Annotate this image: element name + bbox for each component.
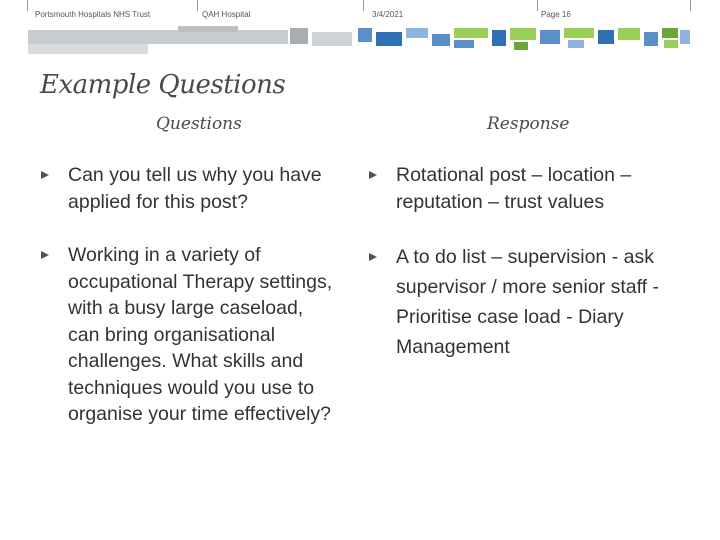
header-page-number: Page 16: [541, 10, 571, 19]
decorative-band: [28, 26, 690, 56]
header-divider: [690, 0, 691, 11]
questions-list: [40, 162, 340, 455]
bullet-marker-icon: [369, 171, 377, 179]
responses-list: [368, 162, 686, 389]
header-hospital-name: QAH Hospital: [202, 10, 251, 19]
response-heading: Response: [487, 114, 570, 134]
question-text: Can you tell us why you have applied for this post?: [68, 164, 322, 213]
bullet-marker-icon: [41, 251, 49, 259]
header-divider: [27, 0, 28, 11]
slide-title: Example Questions: [40, 70, 286, 100]
questions-heading: Questions: [156, 114, 242, 134]
response-text: Rotational post – location – reputation – trust values: [396, 164, 632, 213]
question-item: [40, 242, 340, 428]
header-trust-name: Portsmouth Hospitals NHS Trust: [35, 10, 151, 19]
header-divider: [537, 0, 538, 11]
response-item: [368, 162, 686, 215]
response-text: A to do list – supervision - ask supervisor / more senior staff - Prioritise case load - Diary Management: [396, 246, 659, 358]
bullet-marker-icon: [369, 253, 377, 261]
bullet-marker-icon: [41, 171, 49, 179]
header-divider: [197, 0, 198, 11]
header-divider: [363, 0, 364, 11]
question-text: Working in a variety of occupational Therapy settings, with a busy large caseload, can bring organisational challenges. What skills and techniques would you use to organise your time effectively?: [68, 244, 333, 425]
response-item: [368, 242, 686, 362]
question-item: [40, 162, 340, 215]
header-date: 3/4/2021: [372, 10, 404, 19]
